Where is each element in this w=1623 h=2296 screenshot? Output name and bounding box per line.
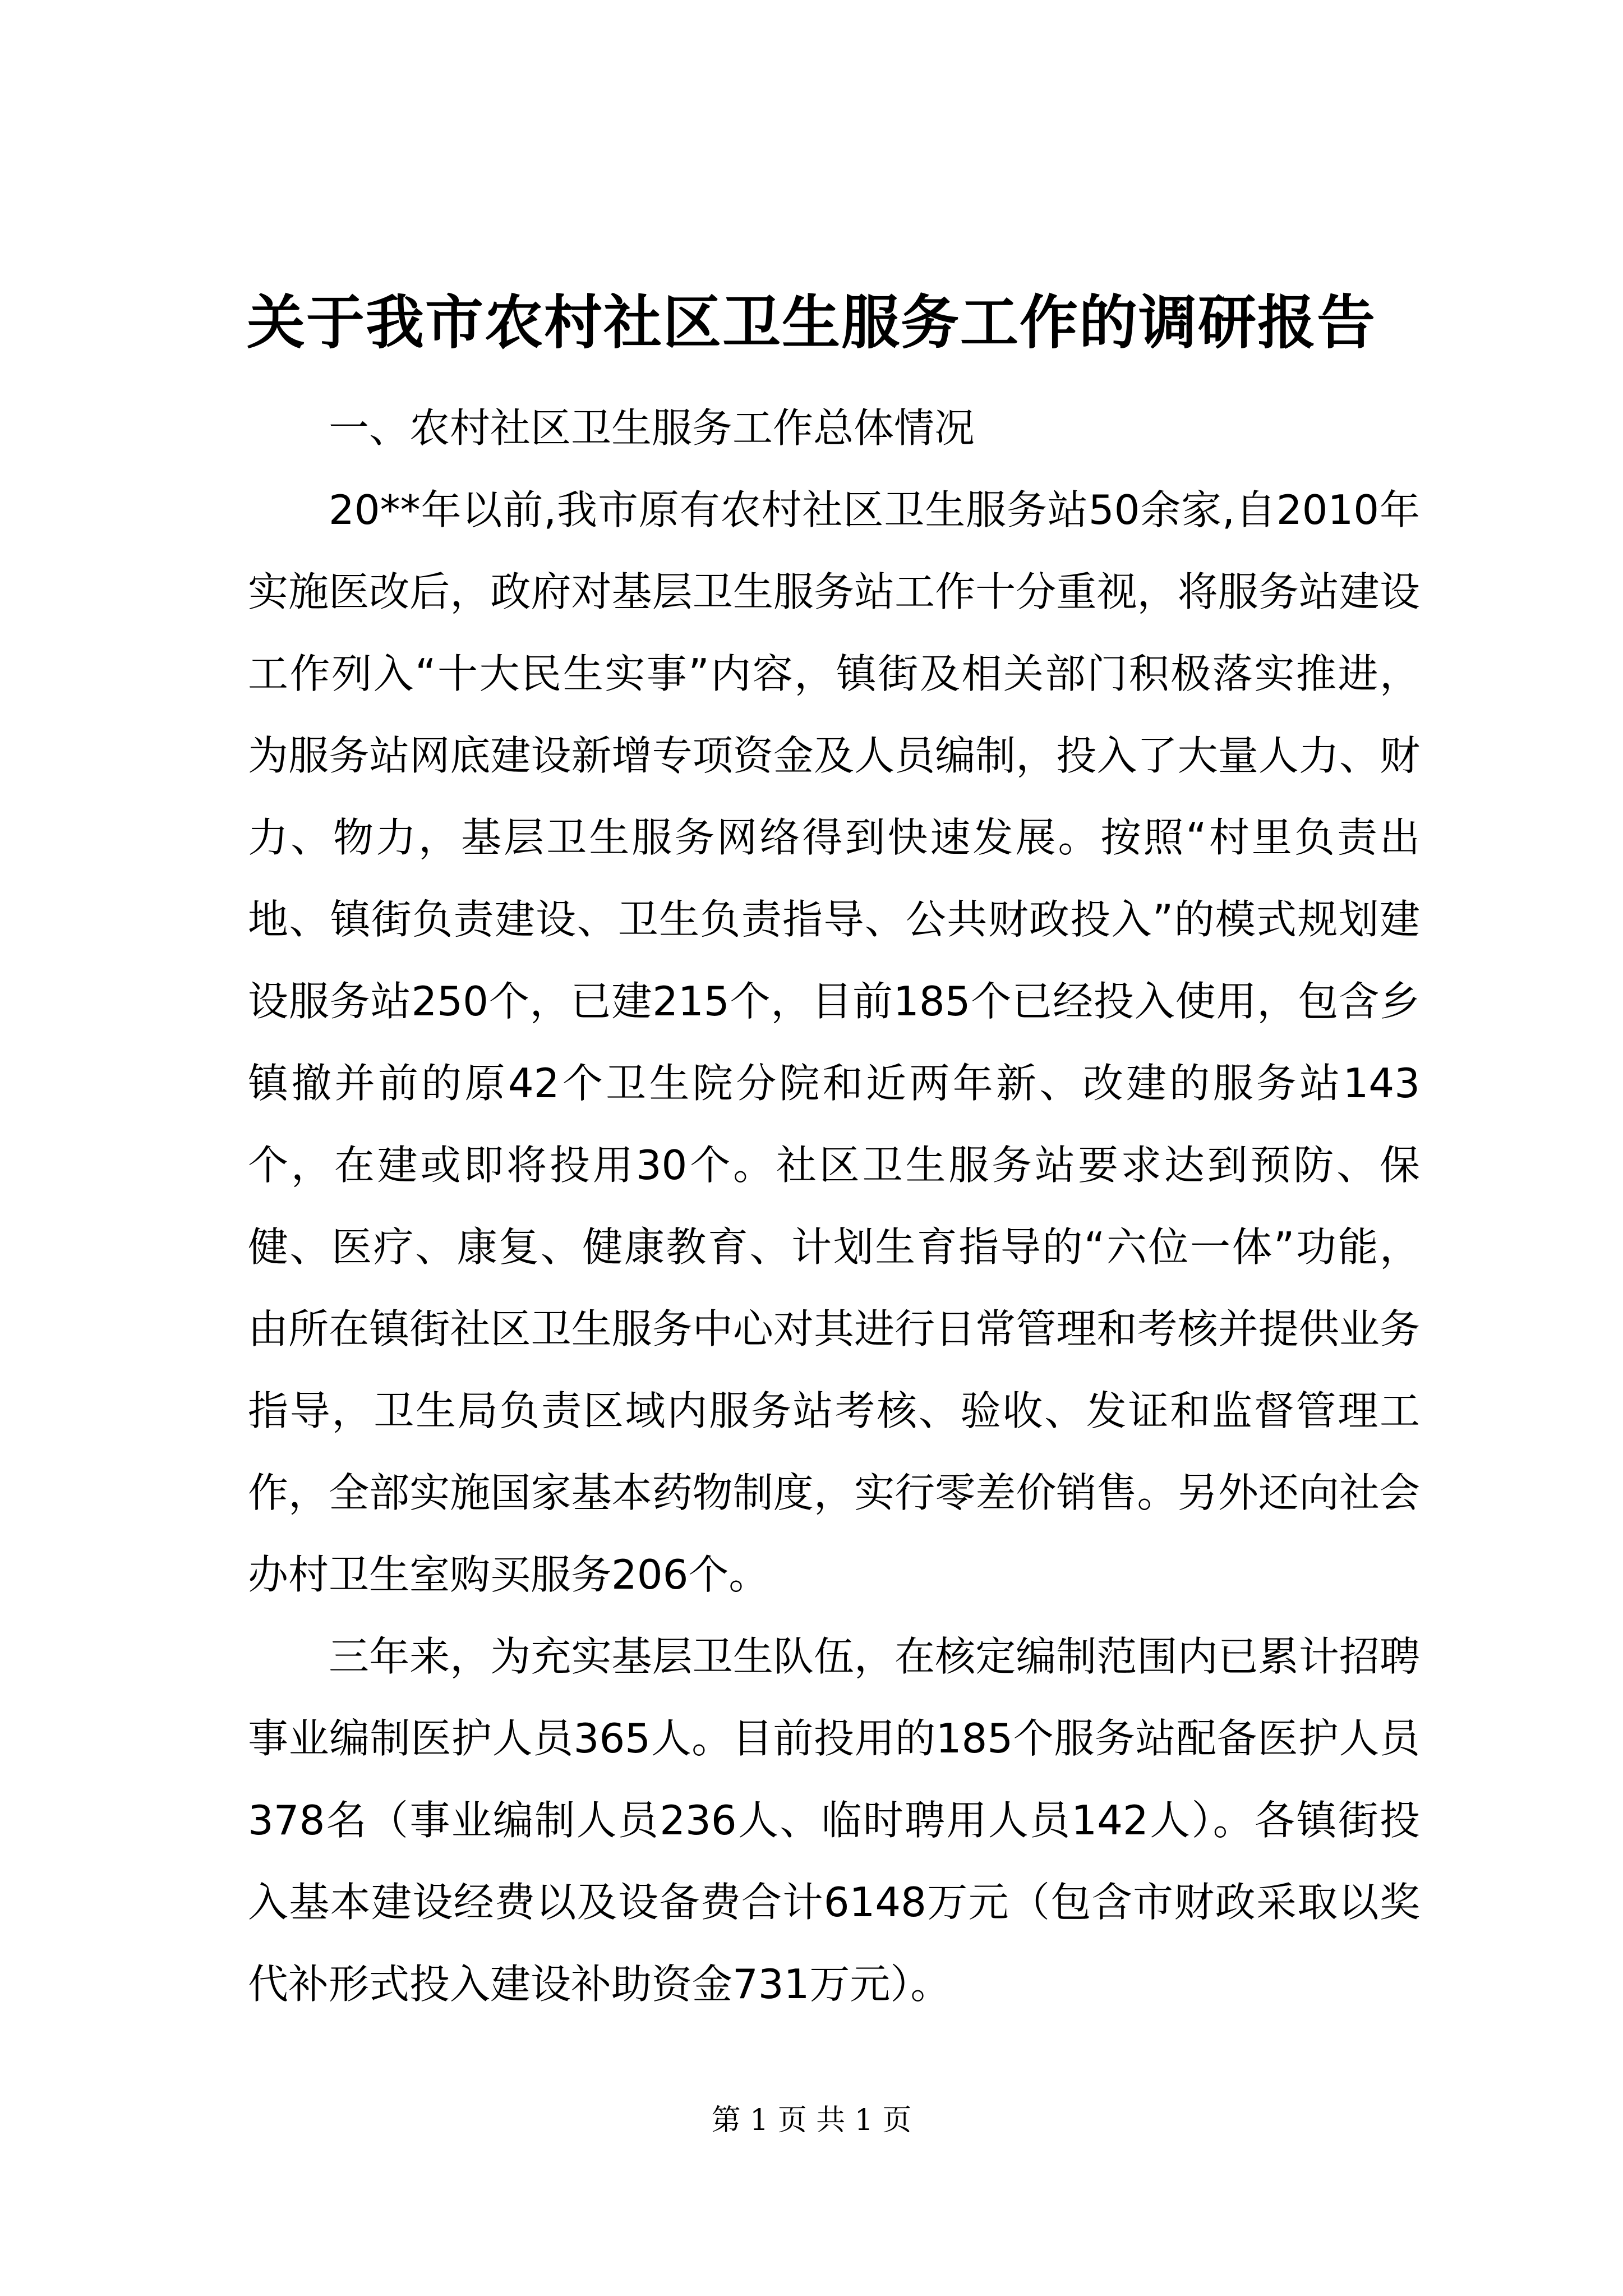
paragraph-staffing: 三年来，为充实基层卫生队伍，在核定编制范围内已累计招聘事业编制医护人员365人。目前投用的185个服务站配备医护人员378名（事业编制人员236人、临时聘用人员142人）。各镇街投入基本建设经费以及设备费合计6148万元（包含市财政采取以奖代补形式投入建设补助资金731万元）。	[248, 1633, 1420, 2008]
document-title: 关于我市农村社区卫生服务工作的调研报告	[246, 288, 1376, 357]
section-heading: 一、农村社区卫生服务工作总体情况	[329, 404, 975, 452]
document-body	[248, 387, 1420, 2025]
page-footer: 第 1 页 共 1 页	[711, 2104, 912, 2137]
paragraph-overview: 20**年以前,我市原有农村社区卫生服务站50余家,自2010年实施医改后，政府对基层卫生服务站工作十分重视，将服务站建设工作列入“十大民生实事”内容，镇街及相关部门积极落实推进，为服务站网底建设新增专项资金及人员编制，投入了大量人力、财力、物力，基层卫生服务网络得到快速发展。按照“村里负责出地、镇街负责建设、卫生负责指导、公共财政投入”的模式规划建设服务站250个，已建215个，目前185个已经投入使用，包含乡镇撤并前的原42个卫生院分院和近两年新、改建的服务站143个，在建或即将投用30个。社区卫生服务站要求达到预防、保健、医疗、康复、健康教育、计划生育指导的“六位一体”功能，由所在镇街社区卫生服务中心对其进行日常管理和考核并提供业务指导，卫生局负责区域内服务站考核、验收、发证和监督管理工作，全部实施国家基本药物制度，实行零差价销售。另外还向社会办村卫生室购买服务206个。	[248, 486, 1420, 1598]
